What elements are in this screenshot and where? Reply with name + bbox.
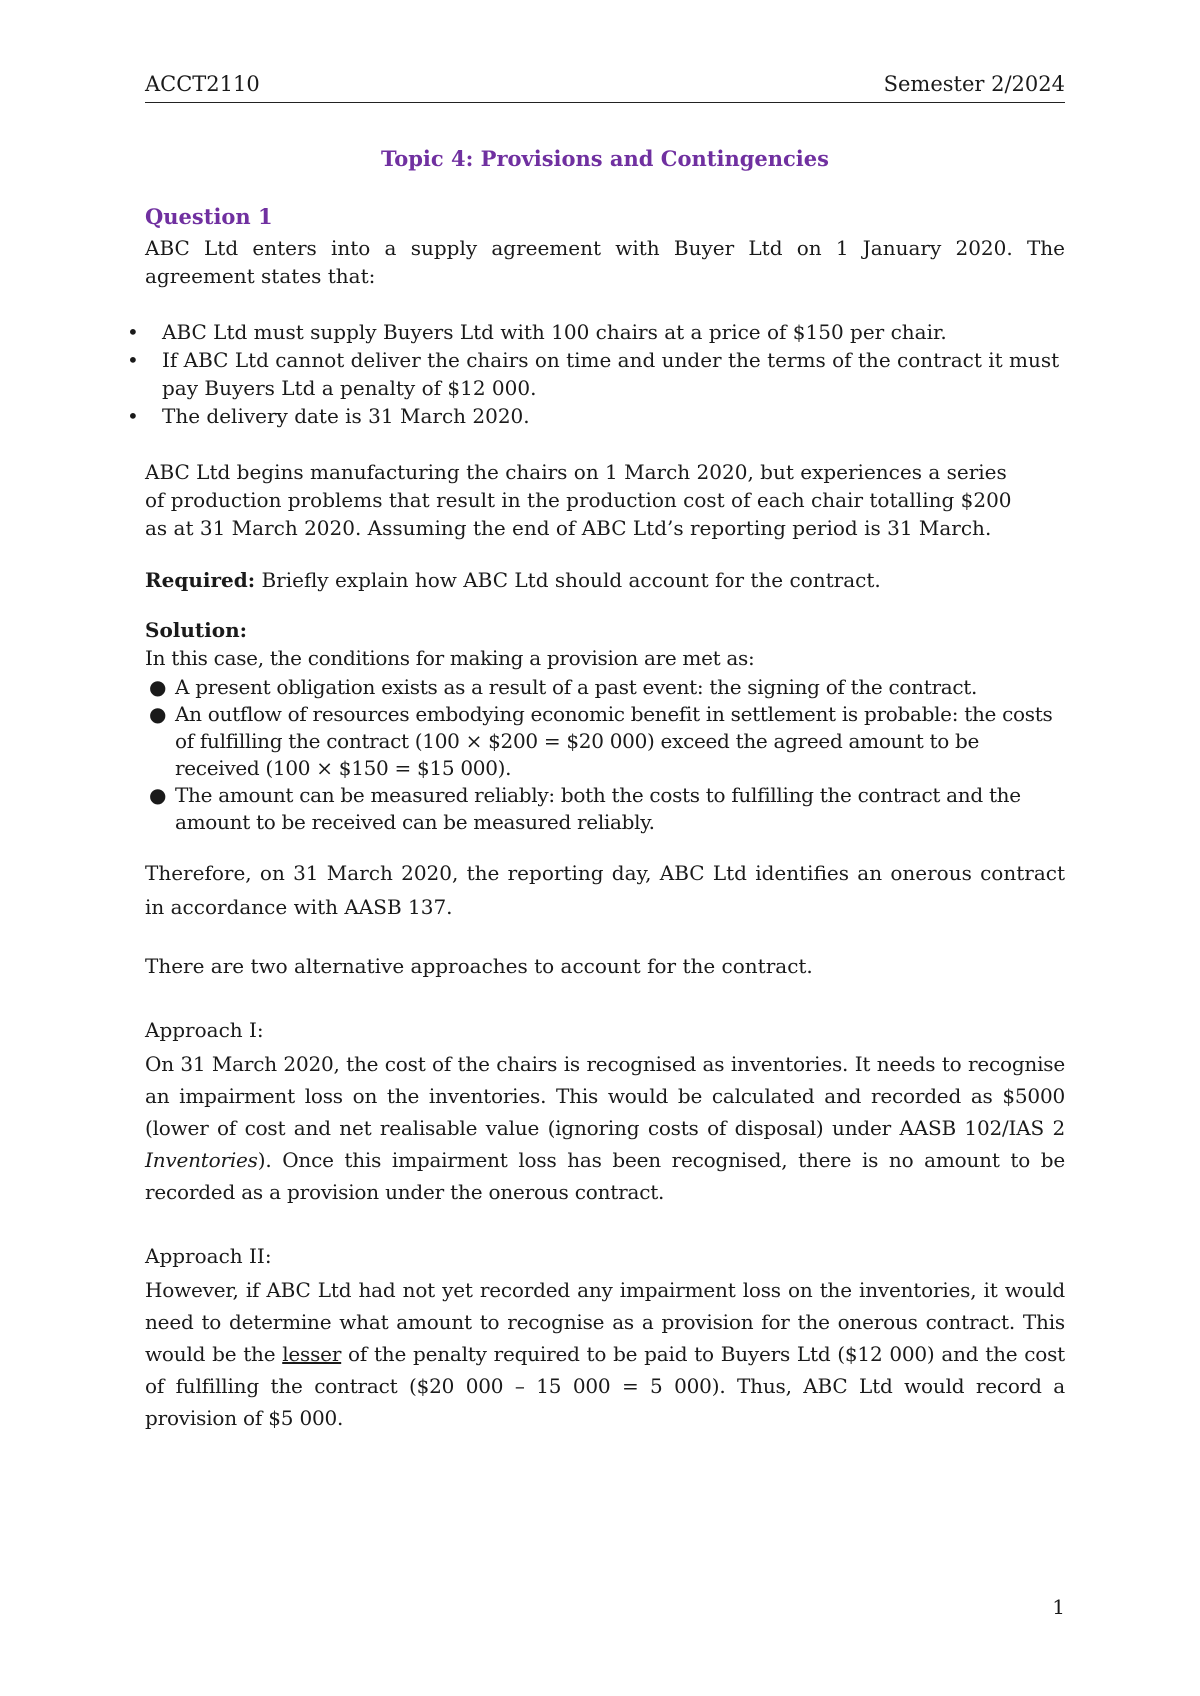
semester-label: Semester 2/2024 [883,72,1065,96]
list-item: • ABC Ltd must supply Buyers Ltd with 100 chairs at a price of $150 per chair. [127,320,947,344]
lesser-underlined: lesser [282,1342,342,1366]
approaches-intro: There are two alternative approaches to account for the contract. [145,954,813,978]
list-item: ● A present obligation exists as a result of a past event: the signing of the contract. [149,675,978,699]
list-item: ● The amount can be measured reliably: both the costs to fulfilling the contract and the amount to be received can be measured reliably. [149,783,1021,834]
bullet-icon: ● [149,783,167,807]
provision-conditions-list [145,674,1065,836]
question-intro: ABC Ltd enters into a supply agreement with Buyer Ltd on 1 January 2020. The agreement states that: [145,236,1065,288]
inventories-italic: Inventories [145,1148,258,1172]
approach-2-heading: Approach II: [145,1244,272,1268]
required-text: Briefly explain how ABC Ltd should account for the contract. [255,568,881,592]
bullet-icon: ● [149,702,167,726]
bullet-icon: • [127,320,139,344]
list-item: ● An outflow of resources embodying economic benefit in settlement is probable: the costs of fulfilling the contract (100 × $200 = $20 000) exceed the agreed amount to be received (100 × $150 = $15 000). [149,702,1053,780]
document-page [127,0,1065,1696]
topic-title: Topic 4: Provisions and Contingencies [381,146,829,171]
required-label: Required: [145,568,256,592]
approach-2-paragraph: However, if ABC Ltd had not yet recorded any impairment loss on the inventories, it would need to determine what amount to recognise as a provision for the onerous contract. This would be the lesser of the penalty required to be paid to Buyers Ltd ($12 000) and the cost of fulfilling the contract ($20 000 – 15 000 = 5 000). Thus, ABC Ltd would record a provision of $5 000. [145,1278,1065,1430]
list-item: • The delivery date is 31 March 2020. [127,404,530,428]
solution-heading: Solution: [145,618,248,642]
bullet-icon: • [127,348,139,372]
page-header [145,72,1065,103]
bullet-icon: • [127,404,139,428]
page-number: 1 [1052,1595,1065,1619]
course-code: ACCT2110 [145,72,260,96]
required-paragraph [145,566,881,594]
solution-intro: In this case, the conditions for making a provision are met as: [145,646,755,670]
approach-1-heading: Approach I: [145,1018,264,1042]
approach-1-paragraph: On 31 March 2020, the cost of the chairs is recognised as inventories. It needs to recognise an impairment loss on the inventories. This would be calculated and recorded as $5000 (lower of cost and net realisable value (ignoring costs of disposal) under AASB 102/IAS 2 Inventories). Once this impairment loss has been recognised, there is no amount to be recorded as a provision under the onerous contract. [145,1052,1065,1204]
question-heading: Question 1 [145,204,273,229]
scenario-paragraph: ABC Ltd begins manufacturing the chairs on 1 March 2020, but experiences a series of production problems that result in the production cost of each chair totalling $200 as at 31 March 2020. Assuming the end of ABC Ltd’s reporting period is 31 March. [145,460,1012,540]
therefore-paragraph: Therefore, on 31 March 2020, the reporting day, ABC Ltd identifies an onerous contract in accordance with AASB 137. [145,861,1065,919]
agreement-terms-list [127,318,1065,430]
bullet-icon: ● [149,675,167,699]
list-item: • If ABC Ltd cannot deliver the chairs on time and under the terms of the contract it must pay Buyers Ltd a penalty of $12 000. [127,348,1060,400]
